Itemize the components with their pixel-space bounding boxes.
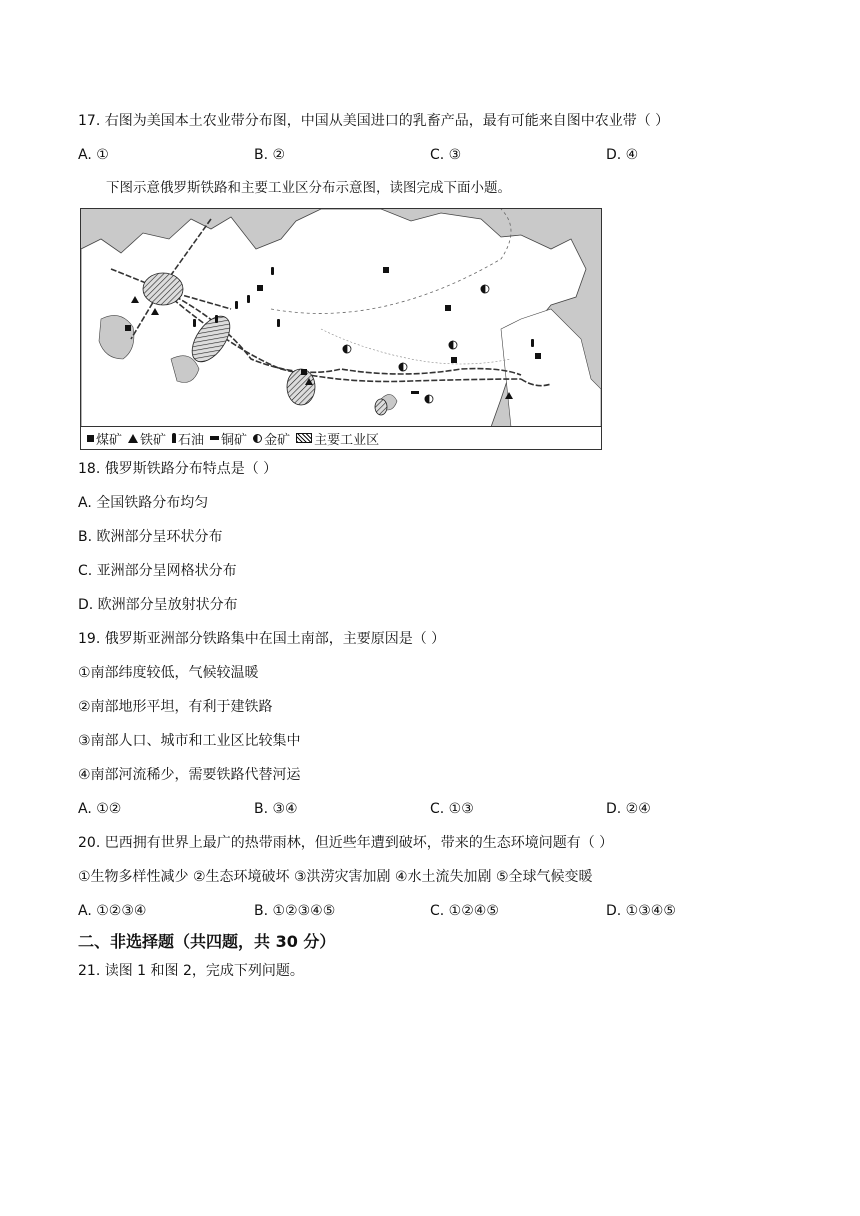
legend-coal: 煤矿 — [87, 429, 122, 448]
q17-stem: 17. 右图为美国本土农业带分布图，中国从美国进口的乳畜产品，最有可能来自图中农业带（ ） — [78, 113, 670, 129]
q21-stem: 21. 读图 1 和图 2，完成下列问题。 — [78, 963, 304, 979]
q18-option-b: B. 欧洲部分呈环状分布 — [78, 529, 223, 545]
section-2-heading: 二、非选择题（共四题，共 30 分） — [78, 932, 336, 951]
q19-item-2: ②南部地形平坦，有利于建铁路 — [78, 699, 273, 715]
q19-option-a: A. ①② — [78, 801, 122, 817]
legend-iron: 铁矿 — [128, 429, 166, 448]
q20-option-d: D. ①③④⑤ — [606, 903, 676, 919]
gold-icon — [253, 434, 262, 443]
q18-option-a: A. 全国铁路分布均匀 — [78, 495, 209, 511]
legend-oil: 石油 — [172, 429, 204, 448]
q17-option-c: C. ③ — [430, 147, 462, 163]
map-intro: 下图示意俄罗斯铁路和主要工业区分布示意图，读图完成下面小题。 — [106, 180, 511, 196]
q20-option-b: B. ①②③④⑤ — [254, 903, 336, 919]
oil-icon — [172, 433, 176, 443]
q17-option-a: A. ① — [78, 147, 109, 163]
q20-items: ①生物多样性减少 ②生态环境破坏 ③洪涝灾害加剧 ④水土流失加剧 ⑤全球气候变暖 — [78, 869, 593, 885]
q19-option-c: C. ①③ — [430, 801, 474, 817]
q20-option-a: A. ①②③④ — [78, 903, 147, 919]
q17-option-b: B. ② — [254, 147, 286, 163]
q19-option-d: D. ②④ — [606, 801, 651, 817]
q19-stem: 19. 俄罗斯亚洲部分铁路集中在国土南部，主要原因是（ ） — [78, 631, 446, 647]
q17-option-d: D. ④ — [606, 147, 639, 163]
q20-stem: 20. 巴西拥有世界上最广的热带雨林，但近些年遭到破坏，带来的生态环境问题有（ ） — [78, 835, 614, 851]
copper-icon — [210, 436, 219, 440]
legend-copper: 铜矿 — [210, 429, 247, 448]
iron-icon — [128, 434, 138, 443]
q18-stem: 18. 俄罗斯铁路分布特点是（ ） — [78, 461, 278, 477]
map-legend — [81, 426, 601, 449]
russia-railway-map — [80, 208, 602, 450]
q19-item-4: ④南部河流稀少，需要铁路代替河运 — [78, 767, 301, 783]
legend-industrial: 主要工业区 — [296, 429, 379, 448]
legend-gold: 金矿 — [253, 429, 290, 448]
coal-icon — [87, 435, 94, 442]
q19-item-1: ①南部纬度较低，气候较温暖 — [78, 665, 259, 681]
industrial-zone-icon — [296, 433, 312, 443]
q19-option-b: B. ③④ — [254, 801, 298, 817]
q19-item-3: ③南部人口、城市和工业区比较集中 — [78, 733, 301, 749]
q18-option-c: C. 亚洲部分呈网格状分布 — [78, 563, 237, 579]
q20-option-c: C. ①②④⑤ — [430, 903, 499, 919]
q18-option-d: D. 欧洲部分呈放射状分布 — [78, 597, 238, 613]
map-drawing — [81, 209, 601, 427]
